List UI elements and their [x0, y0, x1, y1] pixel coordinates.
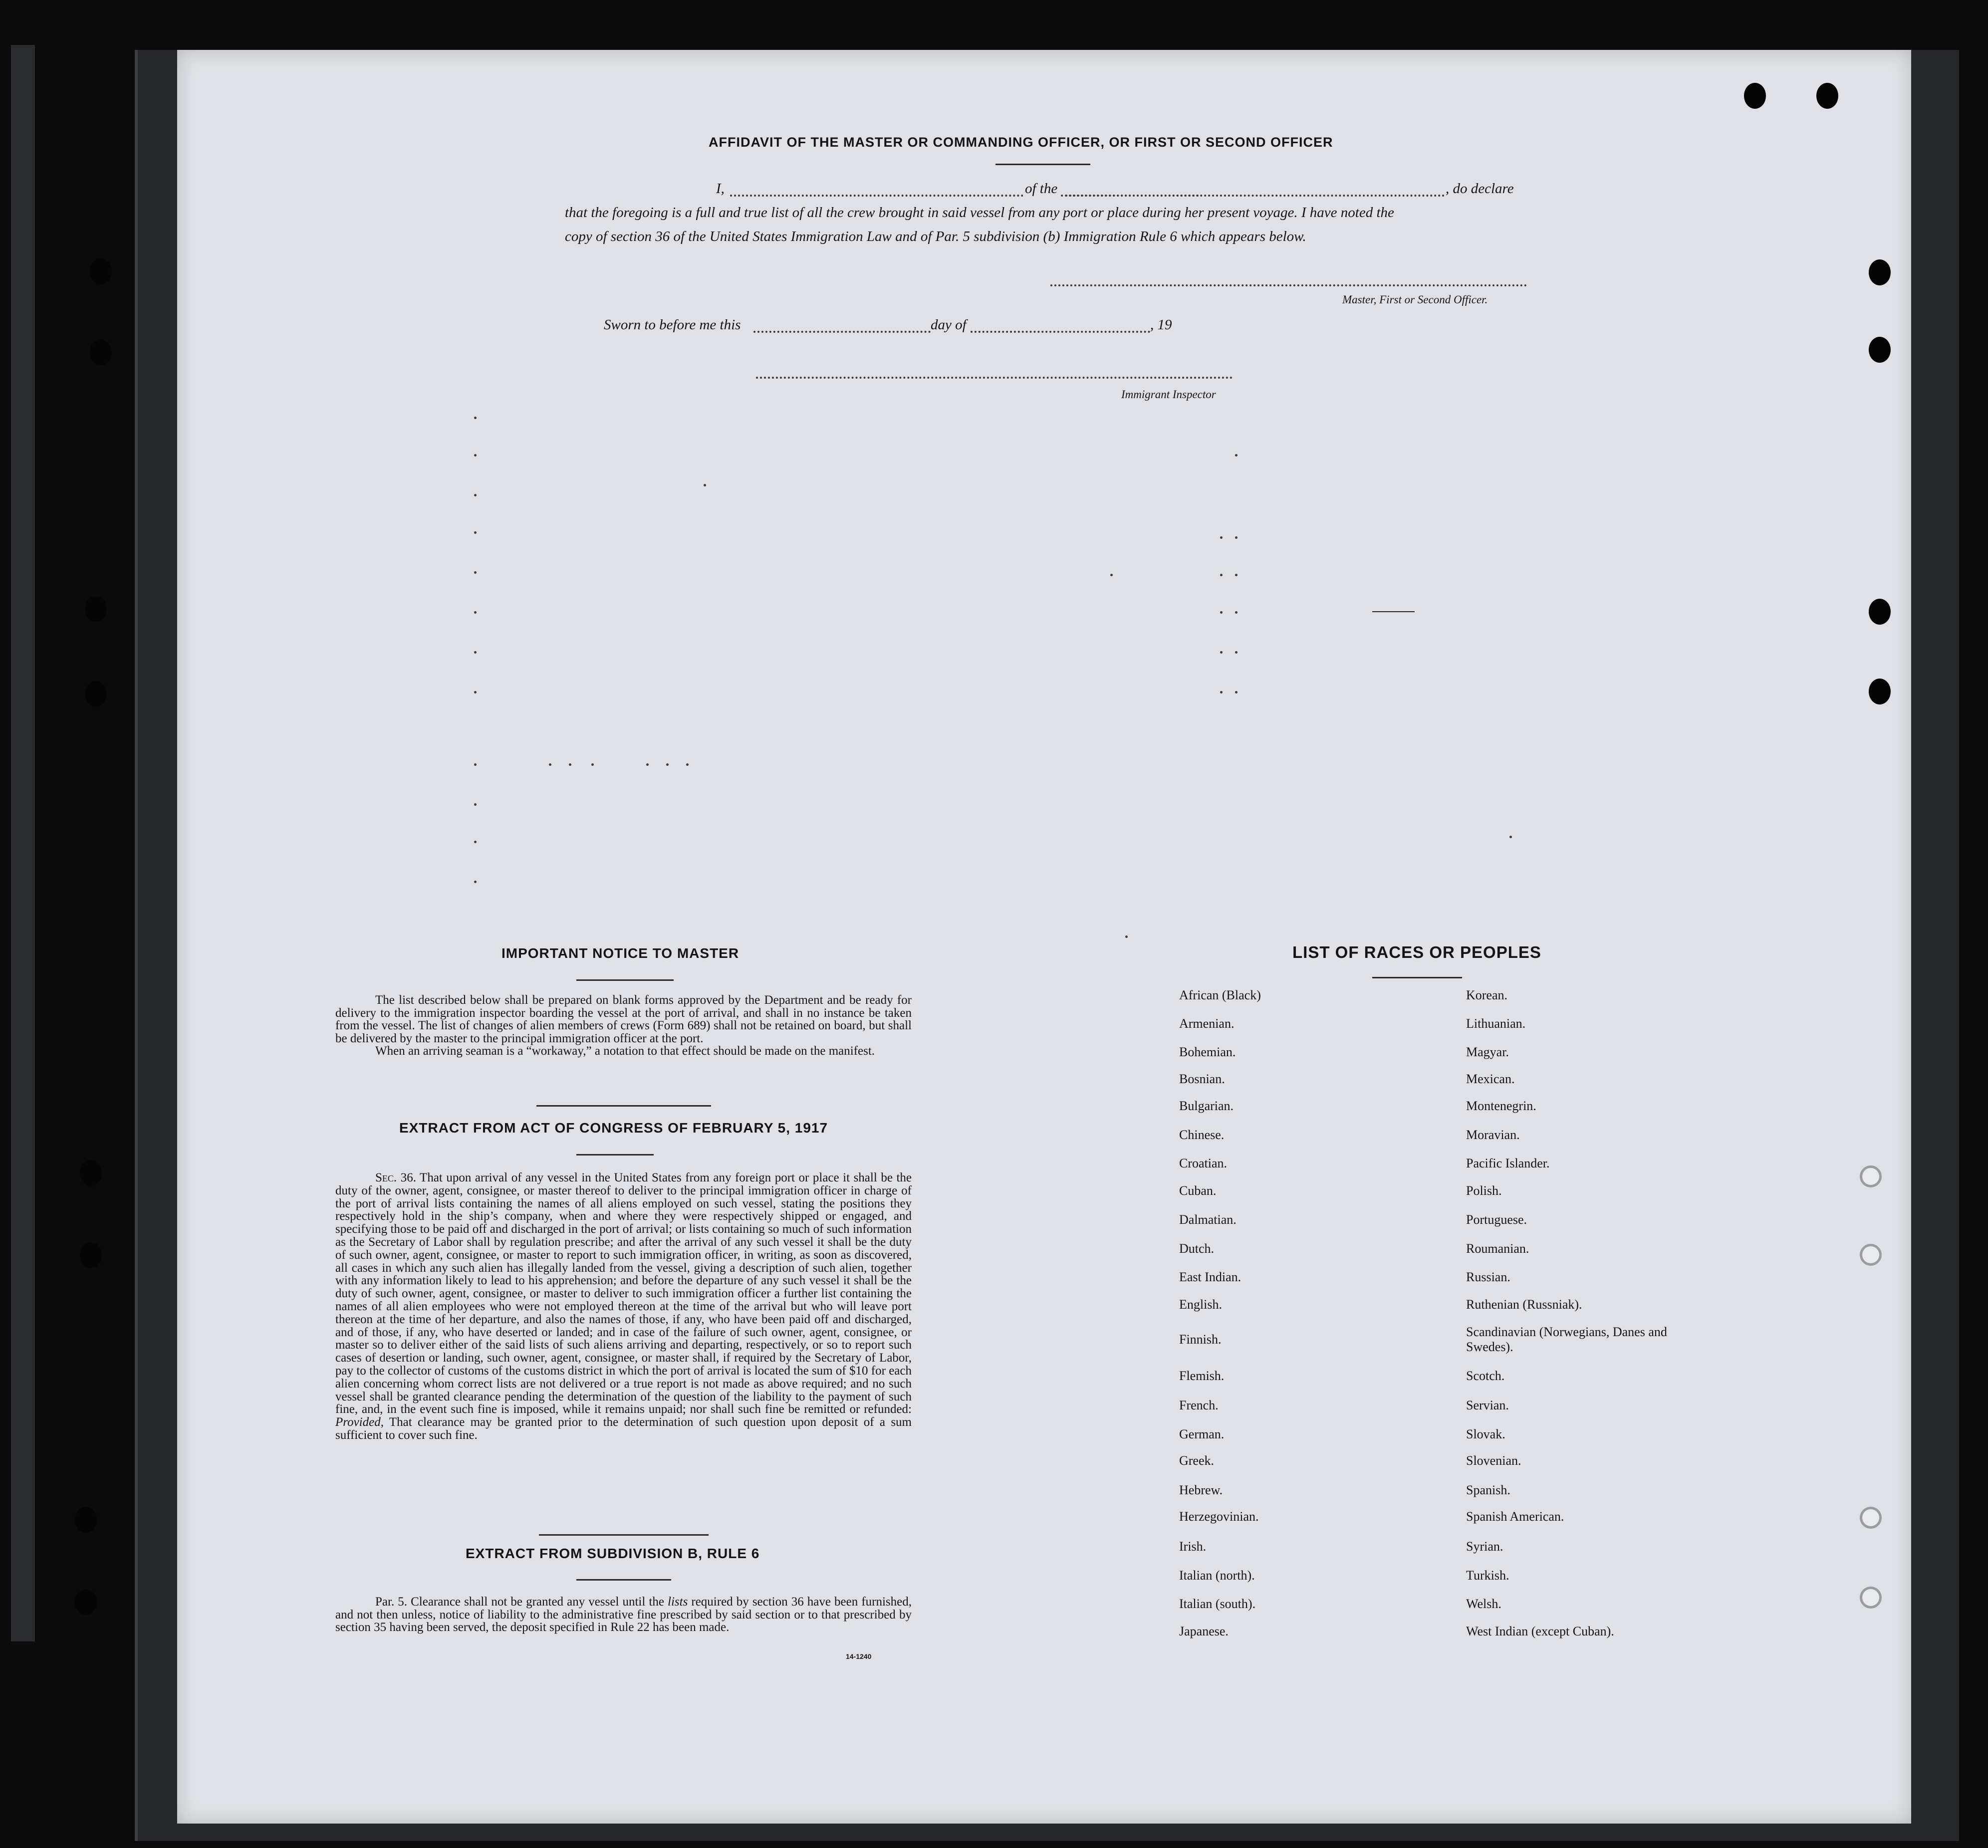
race-item: Russian. [1466, 1270, 1510, 1284]
binder-ring [1860, 1507, 1882, 1529]
paper-speck [474, 611, 477, 614]
paper-speck [474, 571, 477, 574]
paper-speck [1235, 691, 1238, 693]
paper-speck [1220, 536, 1223, 539]
race-item: Montenegrin. [1466, 1099, 1536, 1113]
race-item: Finnish. [1179, 1332, 1222, 1347]
race-item: Moravian. [1466, 1128, 1520, 1142]
race-item: Greek. [1179, 1453, 1215, 1468]
race-item: Bulgarian. [1179, 1099, 1234, 1113]
notice-end-rule [536, 1105, 711, 1107]
vessel-name-field[interactable] [1065, 195, 1445, 197]
paper-speck [474, 881, 477, 883]
notice-paragraph-1: The list described below shall be prepared on blank forms approved by the Department and be ready for delivery to the immigration inspector boarding the vessel at the port of arrival, and shall in no instance be taken from the vessel. The list of changes of alien members of crews (Form 689) shall not be retained on board, but shall be delivered by the master to the principal immigration officer at the port. [335, 993, 912, 1045]
binder-ring [1860, 1587, 1882, 1609]
sworn-day-field[interactable] [753, 331, 931, 333]
race-item: Slovenian. [1466, 1453, 1521, 1468]
affidavit-line2: that the foregoing is a full and true list of all the crew brought in said vessel from any port or place during her present voyage. I have noted the [565, 205, 1394, 221]
paper-speck [549, 763, 551, 766]
binder-hole [90, 258, 112, 284]
race-item: Turkish. [1466, 1568, 1509, 1583]
race-item: Ruthenian (Russniak). [1466, 1297, 1582, 1312]
paper-speck [1220, 611, 1223, 614]
binder-hole [1869, 337, 1891, 363]
paper-speck [686, 763, 689, 766]
race-item: Scotch. [1466, 1369, 1505, 1383]
paper-speck [569, 763, 571, 766]
race-item: German. [1179, 1427, 1225, 1441]
race-item: Irish. [1179, 1539, 1207, 1554]
paper-speck [474, 417, 477, 419]
sworn-month-field[interactable] [971, 331, 1150, 333]
race-item: Mexican. [1466, 1072, 1515, 1086]
binder-hole [1869, 259, 1891, 285]
affidavit-line1-end: , do declare [1446, 181, 1514, 197]
paper-speck [1220, 691, 1223, 693]
paper-speck [646, 763, 649, 766]
act-section-label: Sec. 36. [375, 1171, 416, 1184]
race-item: Cuban. [1179, 1183, 1217, 1198]
rule-title-rule [576, 1579, 671, 1581]
race-item: French. [1179, 1398, 1219, 1412]
paper-speck [704, 484, 706, 486]
paper-speck [1235, 651, 1238, 654]
document-page [177, 50, 1911, 1824]
races-title-rule [1372, 977, 1462, 978]
inspector-caption: Immigrant Inspector [1121, 388, 1216, 401]
sworn-day-of: day of [931, 317, 967, 333]
race-item: Roumanian. [1466, 1241, 1529, 1256]
race-item: West Indian (except Cuban). [1466, 1624, 1614, 1638]
race-item: East Indian. [1179, 1270, 1242, 1284]
act-proviso-word: Provided, [335, 1415, 384, 1429]
paper-speck [474, 763, 477, 766]
paper-speck [1235, 536, 1238, 539]
race-item: Italian (south). [1179, 1597, 1256, 1611]
affidavit-title-rule [995, 164, 1090, 165]
form-number: 14-1240 [846, 1652, 872, 1660]
paper-speck [591, 763, 594, 766]
binder-hole [1744, 83, 1766, 109]
race-item: Croatian. [1179, 1156, 1228, 1170]
paper-mark [1372, 611, 1415, 612]
binder-ring [1860, 1165, 1882, 1187]
sworn-year: , 19 [1150, 317, 1172, 333]
race-item: Bosnian. [1179, 1072, 1225, 1086]
race-item: Polish. [1466, 1183, 1502, 1198]
rule-lists-word: lists [668, 1595, 688, 1609]
race-item: Herzegovinian. [1179, 1509, 1259, 1524]
race-item: Syrian. [1466, 1539, 1503, 1554]
binder-hole [80, 1160, 102, 1186]
race-item: Flemish. [1179, 1369, 1225, 1383]
paper-speck [474, 803, 477, 806]
race-item: Slovak. [1466, 1427, 1505, 1441]
race-item: Scandinavian (Norwegians, Danes and Swedes). [1466, 1325, 1667, 1354]
race-item: Portuguese. [1466, 1212, 1527, 1227]
race-item: Korean. [1466, 988, 1508, 1002]
paper-speck [474, 841, 477, 843]
paper-speck [474, 454, 477, 457]
paper-speck [1220, 574, 1223, 576]
paper-speck [474, 691, 477, 693]
paper-speck [474, 531, 477, 534]
notice-title-rule [576, 979, 674, 981]
race-item: Lithuanian. [1466, 1016, 1526, 1031]
race-item: Hebrew. [1179, 1483, 1223, 1497]
paper-speck [474, 651, 477, 654]
paper-speck [1235, 454, 1238, 457]
master-signature-caption: Master, First or Second Officer. [1342, 293, 1488, 306]
race-item: Magyar. [1466, 1045, 1509, 1059]
left-binding-strip [11, 45, 35, 1641]
rule-text-after: required by section 36 have been furnished, and not then unless, notice of liability to the administrative fine prescribed by said section or to that prescribed by section 35 having been served, the deposit specified in Rule 22 has been made. [335, 1595, 912, 1634]
race-item: Spanish. [1466, 1483, 1510, 1497]
affidavit-line1-i: I, [716, 181, 725, 197]
race-item: English. [1179, 1297, 1222, 1312]
inspector-signature-field[interactable] [756, 377, 1233, 379]
race-item: Chinese. [1179, 1128, 1225, 1142]
paper-speck [666, 763, 669, 766]
binder-hole [75, 1507, 97, 1533]
race-item: Italian (north). [1179, 1568, 1255, 1583]
race-item: Armenian. [1179, 1016, 1235, 1031]
race-item: Japanese. [1179, 1624, 1229, 1638]
paper-speck [1125, 935, 1128, 938]
paper-speck [1235, 574, 1238, 576]
binder-hole [85, 596, 107, 622]
binder-hole [90, 339, 112, 365]
race-item: Spanish American. [1466, 1509, 1564, 1524]
binder-hole [80, 1242, 102, 1268]
binder-hole [1816, 83, 1838, 109]
paper-speck [1220, 651, 1223, 654]
affidavit-title: AFFIDAVIT OF THE MASTER OR COMMANDING OFFICER, OR FIRST OR SECOND OFFICER [709, 135, 1333, 150]
act-proviso-text: That clearance may be granted prior to the determination of such question upon deposit of a sum sufficient to cover such fine. [335, 1415, 912, 1442]
binder-hole [1869, 679, 1891, 704]
affidavit-line3: copy of section 36 of the United States Immigration Law and of Par. 5 subdivision (b) Immigration Rule 6 which appears below. [565, 229, 1306, 244]
act-title-rule [576, 1154, 654, 1155]
paper-speck [1110, 574, 1113, 576]
binder-ring [1860, 1244, 1882, 1266]
binder-hole [1869, 599, 1891, 625]
race-item: Servian. [1466, 1398, 1509, 1412]
race-item: Dalmatian. [1179, 1212, 1237, 1227]
rule-text-before: Par. 5. Clearance shall not be granted any vessel until the [375, 1595, 664, 1609]
notice-paragraph-2: When an arriving seaman is a “workaway,” a notation to that effect should be made on the manifest. [375, 1044, 875, 1058]
act-section-body: That upon arrival of any vessel in the United States from any foreign port or place it shall be the duty of the owner, agent, consignee, or master thereof to deliver to the principal immigration officer in charge of the port of arrival lists containing the names of all aliens employed on such vessel, stating the positions they respectively hold in the ship’s company, when and where they were respectively shipped or engaged, and specifying those to be paid off and discharged in the port of arrival; or lists containing so much of such information as the Secretary of Labor shall by regulation prescribe; and after the arrival of any such vessel it shall be the duty of such owner, agent, consignee, or master to report to such immigration officer, in writing, as soon as discovered, all cases in which any such alien has illegally landed from the vessel, giving a description of such alien, together with any information likely to lead to his apprehension; and before the departure of any such vessel it shall be the duty of such owner, agent, consignee, or master to deliver to such immigration officer a further list containing the names of all alien employees who were not employed thereon at the time of the arrival but who will leave port thereon at the time of her departure, and also the names of those, if any, who have been paid off and discharged, and of those, if any, who have deserted or landed; and in case of the failure of such owner, agent, consignee, or master so to deliver either of the said lists of such aliens arriving and departing, respectively, or so to report such cases of desertion or landing, such owner, agent, consignee, or master shall, if required by the Secretary of Labor, pay to the collector of customs of the customs district in which the port of arrival is located the sum of $10 for each alien concerning whom correct lists are not delivered or a true report is not made as above required; and no such vessel shall be granted clearance pending the determination of the question of the liability to the payment of such fine, and, in the event such fine is imposed, while it remains unpaid; nor shall such fine be remitted or refunded: [335, 1171, 912, 1416]
race-item: Welsh. [1466, 1597, 1501, 1611]
act-section-36-text [335, 1171, 912, 1442]
rule-extract-title: EXTRACT FROM SUBDIVISION B, RULE 6 [466, 1546, 760, 1561]
race-item: Dutch. [1179, 1241, 1215, 1256]
binder-hole [85, 681, 107, 707]
race-item: African (Black) [1179, 988, 1261, 1002]
rule-paragraph-5 [335, 1596, 912, 1634]
races-title: LIST OF RACES OR PEOPLES [1292, 943, 1541, 961]
paper-speck [1509, 836, 1512, 838]
act-end-rule [539, 1534, 709, 1536]
race-item: Pacific Islander. [1466, 1156, 1550, 1170]
binder-hole [75, 1589, 97, 1615]
paper-speck [474, 494, 477, 496]
master-signature-field[interactable] [1050, 284, 1527, 286]
race-item: Bohemian. [1179, 1045, 1236, 1059]
notice-title: IMPORTANT NOTICE TO MASTER [501, 945, 740, 961]
act-extract-title: EXTRACT FROM ACT OF CONGRESS OF FEBRUARY 5, 1917 [399, 1120, 828, 1136]
affidavit-line1-of-the: of the [1023, 181, 1059, 197]
paper-speck [1235, 611, 1238, 614]
sworn-prefix: Sworn to before me this [604, 317, 741, 333]
